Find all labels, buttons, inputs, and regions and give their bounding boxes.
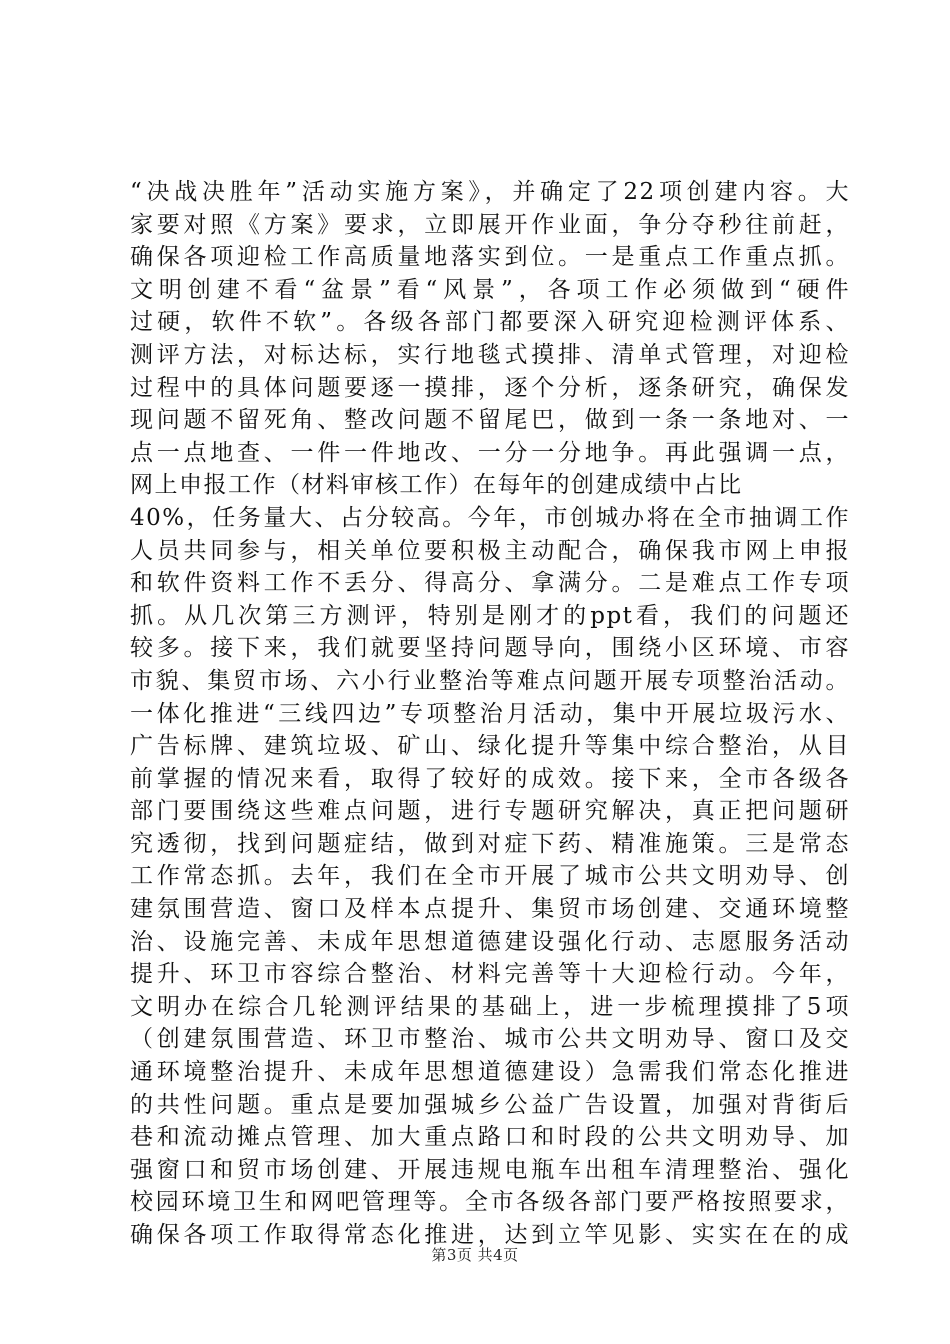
text-line: 通环境整治提升、未成年思想道德建设）急需我们常态化推进 [130, 1059, 850, 1086]
text-line: 文明办在综合几轮测评结果的基础上，进一步梳理摸排了5项 [130, 993, 850, 1020]
text-line: 治、设施完善、未成年思想道德建设强化行动、志愿服务活动 [130, 928, 850, 955]
text-line: 40%，任务量大、占分较高。今年，市创城办将在全市抽调工作 [130, 504, 850, 531]
text-line: 建氛围营造、窗口及样本点提升、集贸市场创建、交通环境整 [130, 896, 850, 923]
text-line: 广告标牌、建筑垃圾、矿山、绿化提升等集中综合整治，从目 [130, 733, 850, 760]
text-line: 测评方法，对标达标，实行地毯式摸排、清单式管理，对迎检 [130, 341, 850, 368]
page-footer: 第3页 共4页 [431, 1246, 519, 1264]
text-line: （创建氛围营造、环卫市整治、城市公共文明劝导、窗口及交 [130, 1026, 850, 1053]
text-line: 和软件资料工作不丢分、得高分、拿满分。二是难点工作专项 [130, 570, 850, 597]
text-line: 人员共同参与，相关单位要积极主动配合，确保我市网上申报 [130, 537, 850, 564]
text-line: 的共性问题。重点是要加强城乡公益广告设置，加强对背街后 [130, 1091, 850, 1118]
text-line: 家要对照《方案》要求，立即展开作业面，争分夺秒往前赶， [130, 211, 850, 238]
text-line: 部门要围绕这些难点问题，进行专题研究解决，真正把问题研 [130, 798, 850, 825]
text-line: 确保各项迎检工作高质量地落实到位。一是重点工作重点抓。 [130, 244, 850, 271]
text-line: 点一点地查、一件一件地改、一分一分地争。再此强调一点， [130, 439, 850, 466]
text-line: 较多。接下来，我们就要坚持问题导向，围绕小区环境、市容 [130, 635, 850, 662]
text-line: 前掌握的情况来看，取得了较好的成效。接下来，全市各级各 [130, 765, 850, 792]
text-line: 巷和流动摊点管理、加大重点路口和时段的公共文明劝导、加 [130, 1124, 850, 1151]
text-line: 抓。从几次第三方测评，特别是刚才的ppt看，我们的问题还 [130, 602, 850, 629]
text-line: 文明创建不看“盆景”看“风景”，各项工作必须做到“硬件 [130, 276, 850, 303]
text-line: 确保各项工作取得常态化推进，达到立竿见影、实实在在的成 [130, 1222, 850, 1248]
text-line: 校园环境卫生和网吧管理等。全市各级各部门要严格按照要求， [130, 1189, 850, 1216]
text-line: 强窗口和贸市场创建、开展违规电瓶车出租车清理整治、强化 [130, 1156, 850, 1183]
text-line: 过程中的具体问题要逐一摸排，逐个分析，逐条研究，确保发 [130, 374, 850, 401]
text-line: 一体化推进“三线四边”专项整治月活动，集中开展垃圾污水、 [130, 700, 850, 727]
text-line: 究透彻，找到问题症结，做到对症下药、精准施策。三是常态 [130, 830, 850, 857]
text-line: 工作常态抓。去年，我们在全市开展了城市公共文明劝导、创 [130, 863, 850, 890]
text-line: 过硬，软件不软”。各级各部门都要深入研究迎检测评体系、 [130, 309, 850, 336]
text-line: 现问题不留死角、整改问题不留尾巴，做到一条一条地对、一 [130, 407, 850, 434]
text-line: 提升、环卫市容综合整治、材料完善等十大迎检行动。今年， [130, 961, 850, 988]
text-line: 网上申报工作（材料审核工作）在每年的创建成绩中占比 [130, 472, 743, 499]
body-text [130, 176, 850, 1252]
text-line: “决战决胜年”活动实施方案》，并确定了22项创建内容。大 [130, 179, 850, 205]
text-line: 市貌、集贸市场、六小行业整治等难点问题开展专项整治活动。 [130, 667, 850, 694]
